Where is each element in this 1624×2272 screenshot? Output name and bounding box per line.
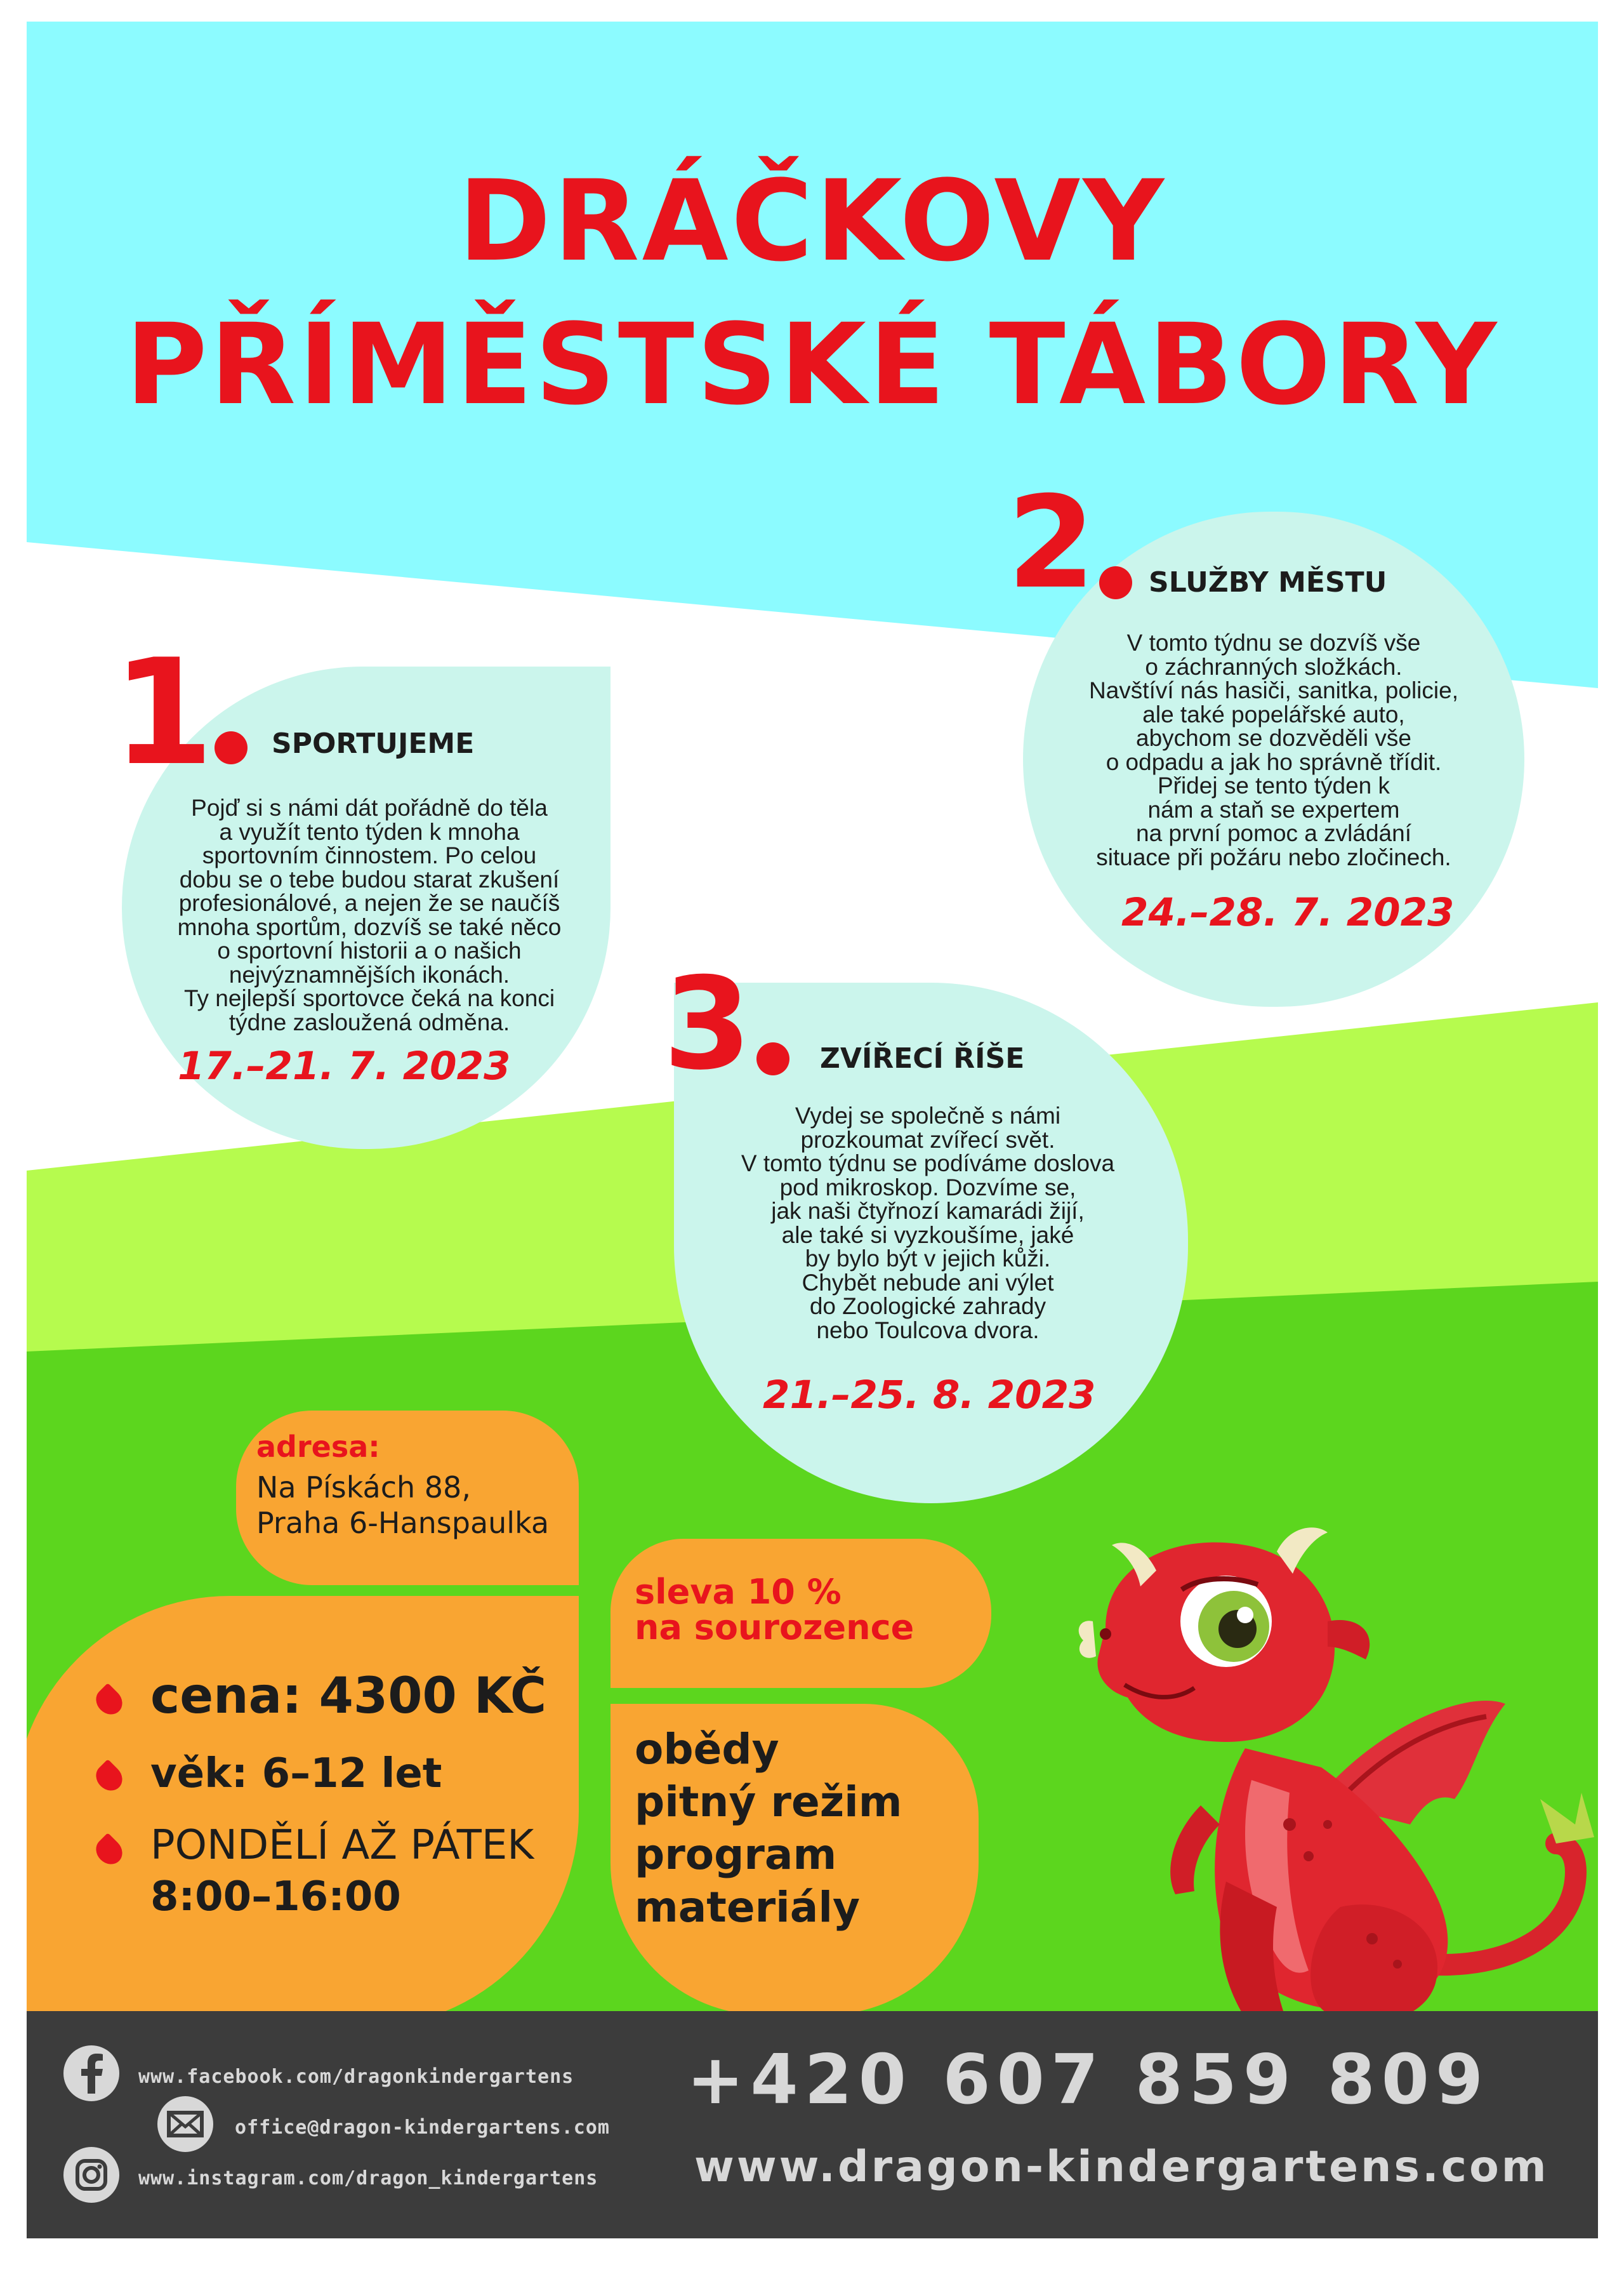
section-1-line: nejvýznamnějších ikonách. bbox=[228, 961, 510, 988]
info-box bbox=[27, 1596, 579, 2028]
section-3-line: jak naši čtyřnozí kamarádi žijí, bbox=[771, 1198, 1085, 1224]
age: věk: 6–12 let bbox=[150, 1750, 442, 1797]
website-link[interactable]: www.dragon-kindergartens.com bbox=[694, 2142, 1549, 2192]
section-3-line: do Zoologické zahrady bbox=[809, 1293, 1046, 1319]
section-1-number: 1 bbox=[112, 628, 215, 798]
section-1-line: Ty nejlepší sportovce čeká na konci bbox=[183, 985, 555, 1011]
section-2-line: Přidej se tento týden k bbox=[1157, 773, 1390, 799]
section-3-line: Chybět nebude ani výlet bbox=[802, 1269, 1054, 1296]
section-1-line: o sportovní historii a o našich bbox=[217, 938, 522, 964]
section-1-line: a využít tento týden k mnoha bbox=[219, 818, 520, 845]
section-2-line: situace při požáru nebo zločinech. bbox=[1096, 844, 1451, 870]
section-3-text bbox=[699, 1104, 1156, 1342]
section-2-dot bbox=[1099, 566, 1132, 599]
section-3-heading: ZVÍŘECÍ ŘÍŠE bbox=[820, 1042, 1025, 1075]
section-3-number: 3 bbox=[663, 950, 752, 1098]
discount-line-1: sleva 10 % bbox=[635, 1572, 842, 1612]
section-1-line: dobu se o tebe budou starat zkušení bbox=[179, 866, 560, 893]
instagram-icon[interactable] bbox=[62, 2146, 121, 2204]
email-link[interactable]: office@dragon-kindergartens.com bbox=[235, 2116, 610, 2139]
section-2-line: Navštíví nás hasiči, sanitka, policie, bbox=[1089, 677, 1458, 703]
section-2-dates: 24.–28. 7. 2023 bbox=[1121, 890, 1455, 935]
included-list bbox=[635, 1723, 902, 1934]
days: PONDĚLÍ AŽ PÁTEK bbox=[150, 1822, 534, 1869]
discount-line-2: na sourozence bbox=[635, 1607, 914, 1647]
section-2-line: abychom se dozvěděli vše bbox=[1136, 725, 1411, 751]
section-2-line: nám a staň se expertem bbox=[1147, 796, 1400, 823]
dragon-head bbox=[1079, 1527, 1370, 1742]
section-2-line: o záchranných složkách. bbox=[1145, 653, 1403, 680]
section-1-text bbox=[147, 796, 591, 1034]
facebook-icon[interactable] bbox=[62, 2044, 121, 2103]
section-1-heading: SPORTUJEME bbox=[272, 727, 475, 760]
price: cena: 4300 KČ bbox=[150, 1668, 547, 1725]
section-2-heading: SLUŽBY MĚSTU bbox=[1149, 566, 1387, 599]
title-line-1: DRÁČKOVY bbox=[458, 156, 1166, 286]
dragon-illustration bbox=[1067, 1526, 1598, 2053]
section-2-line: V tomto týdnu se dozvíš vše bbox=[1126, 630, 1421, 656]
section-3-line: pod mikroskop. Dozvíme se, bbox=[779, 1174, 1076, 1200]
section-1-dot bbox=[215, 731, 248, 764]
section-2-text bbox=[1042, 631, 1505, 869]
section-3-line: V tomto týdnu se podíváme doslova bbox=[741, 1150, 1115, 1176]
section-3-line: nebo Toulcova dvora. bbox=[816, 1317, 1040, 1343]
section-2-number: 2 bbox=[1007, 469, 1096, 617]
email-icon[interactable] bbox=[156, 2095, 215, 2153]
section-1-dates: 17.–21. 7. 2023 bbox=[178, 1044, 511, 1089]
section-1-line: mnoha sportům, dozvíš se také něco bbox=[177, 913, 562, 940]
included-item: pitný režim bbox=[635, 1777, 902, 1826]
dragon-tail bbox=[1423, 1793, 1594, 1965]
included-item: program bbox=[635, 1830, 837, 1879]
discount-text bbox=[635, 1574, 914, 1645]
dragon-arm bbox=[1170, 1805, 1220, 1894]
address-line-2: Praha 6-Hanspaulka bbox=[256, 1506, 550, 1540]
section-1-line: sportovním činnostem. Po celou bbox=[202, 842, 537, 868]
included-item: obědy bbox=[635, 1725, 779, 1774]
section-3-line: prozkoumat zvířecí svět. bbox=[800, 1126, 1055, 1153]
address-label: adresa: bbox=[256, 1430, 380, 1464]
section-2-line: o odpadu a jak ho správně třídit. bbox=[1106, 748, 1442, 775]
section-3-line: Vydej se společně s námi bbox=[795, 1103, 1061, 1129]
section-2-line: na první pomoc a zvládání bbox=[1136, 820, 1411, 846]
poster bbox=[27, 22, 1598, 2238]
section-1-line: profesionálové, a nejen že se naučíš bbox=[178, 890, 560, 916]
section-3-dates: 21.–25. 8. 2023 bbox=[763, 1372, 1096, 1418]
facebook-link[interactable]: www.facebook.com/dragonkindergartens bbox=[138, 2066, 574, 2088]
instagram-link[interactable]: www.instagram.com/dragon_kindergartens bbox=[138, 2167, 598, 2189]
section-1-line: Pojď si s námi dát pořádně do těla bbox=[191, 795, 548, 821]
phone-number[interactable]: +420 607 859 809 bbox=[687, 2040, 1490, 2120]
address-line-1: Na Pískách 88, bbox=[256, 1470, 471, 1505]
section-1-line: týdne zasloužená odměna. bbox=[228, 1009, 510, 1035]
title-line-2: PŘÍMĚSTSKÉ TÁBORY bbox=[125, 300, 1500, 430]
section-3-line: ale také si vyzkoušíme, jaké bbox=[781, 1221, 1074, 1248]
section-3-line: by bylo být v jejich kůži. bbox=[805, 1246, 1051, 1272]
included-item: materiály bbox=[635, 1883, 860, 1932]
section-3-dot bbox=[756, 1042, 789, 1075]
section-2-line: ale také popelářské auto, bbox=[1142, 701, 1405, 727]
hours: 8:00–16:00 bbox=[150, 1873, 401, 1920]
